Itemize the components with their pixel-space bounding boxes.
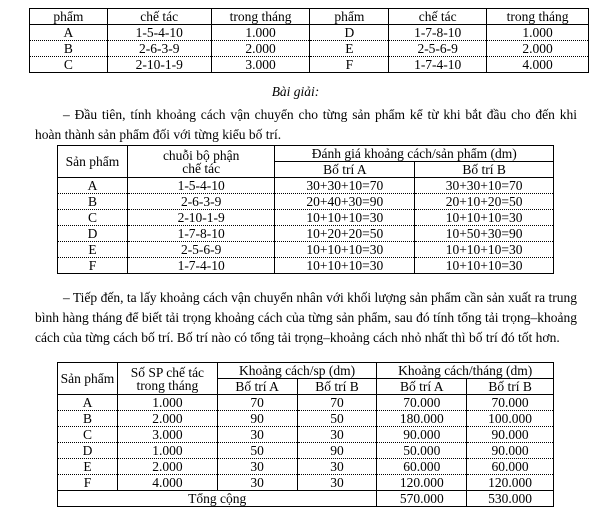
table-cell: 50: [297, 411, 377, 427]
table-cell: 10+10+10=30: [415, 242, 554, 258]
table-row: [58, 427, 554, 443]
table-cell: 30: [297, 427, 377, 443]
table-cell: 60.000: [377, 459, 467, 475]
table-cell: 10+10+10=30: [275, 210, 415, 226]
table-cell: 1.000: [487, 25, 589, 41]
header-cell: chế tác: [107, 9, 211, 25]
header-layout-a: Bố trí A: [275, 162, 415, 178]
header-cell: trong tháng: [487, 9, 589, 25]
header-chain-line2: chế tác: [182, 160, 221, 176]
table-row: [58, 194, 554, 210]
table-row: [58, 459, 554, 475]
table-header-row: [58, 146, 554, 162]
header-product: Sản phẩm: [58, 146, 128, 178]
table-row: [30, 57, 589, 73]
header-layout-b: Bố trí B: [415, 162, 554, 178]
table-cell: 2-10-1-9: [107, 57, 211, 73]
header-cell: phẩm: [310, 9, 389, 25]
table-cell: E: [58, 242, 128, 258]
paragraph-step-2: – Tiếp đến, ta lấy khoảng cách vận chuyển nhân với khối lượng sản phẩm cần sản xuất ra trung bình hàng tháng để biết tải trọng khoảng cách của từng sản phẩm, sau đó tính tổng tải trọng–khoảng cách của từng cách bố trí. Bố trí nào có tổng tải trọng–khoảng cách nhỏ nhất thì bố trí đó tốt hơn.: [35, 290, 577, 345]
header-cell: trong tháng: [211, 9, 310, 25]
table-cell: 1.000: [117, 443, 217, 459]
paragraph-step-1: – Đầu tiên, tính khoảng cách vận chuyển cho từng sản phẩm kể từ khi bắt đầu cho đến khi hoàn thành sản phẩm đối với từng kiểu bố trí.: [35, 107, 577, 142]
table-row: [58, 242, 554, 258]
header-chain-line1: chuỗi bộ phận: [162, 147, 240, 163]
table-cell: 2.000: [117, 411, 217, 427]
table-cell: 2.000: [117, 459, 217, 475]
table-row: [58, 411, 554, 427]
header-cell: phẩm: [30, 9, 108, 25]
table-cell: 2-6-3-9: [107, 41, 211, 57]
table-cell: 2-5-6-9: [127, 242, 275, 258]
table-cell: 4.000: [117, 475, 217, 491]
table-cell: 10+10+10=30: [415, 210, 554, 226]
table-cell: 90: [297, 443, 377, 459]
total-label: Tổng cộng: [58, 491, 377, 507]
table-cell: 20+10+20=50: [415, 194, 554, 210]
table-cell: C: [58, 427, 118, 443]
table-cell: 120.000: [377, 475, 467, 491]
table-cell: 90: [217, 411, 297, 427]
table-cell: E: [58, 459, 118, 475]
product-route-table: [29, 8, 589, 73]
table-cell: F: [58, 475, 118, 491]
table-cell: D: [58, 226, 128, 242]
table-cell: 1-7-8-10: [389, 25, 487, 41]
header-quantity: [117, 363, 217, 395]
table-cell: 4.000: [487, 57, 589, 73]
header-cell: chế tác: [389, 9, 487, 25]
solution-caption: Bài giải:: [271, 84, 320, 99]
table-row: [58, 226, 554, 242]
table-cell: 2-5-6-9: [389, 41, 487, 57]
table-cell: D: [58, 443, 118, 459]
table-cell: 2-10-1-9: [127, 210, 275, 226]
table-cell: 30+30+10=70: [415, 178, 554, 194]
table-cell: C: [30, 57, 108, 73]
table-cell: D: [310, 25, 389, 41]
table-row: [58, 395, 554, 411]
table-cell: 50: [217, 443, 297, 459]
table-cell: 30: [217, 475, 297, 491]
header-distance-per-month: Khoảng cách/tháng (dm): [377, 363, 554, 379]
table-cell: 1-7-4-10: [127, 258, 275, 274]
table-cell: B: [30, 41, 108, 57]
header-quantity-line2: trong tháng: [136, 377, 199, 393]
table-row: [30, 25, 589, 41]
header-layout-a: Bố trí A: [217, 379, 297, 395]
table-cell: 90.000: [467, 443, 554, 459]
table-cell: 30: [297, 475, 377, 491]
table-cell: 2.000: [487, 41, 589, 57]
table-cell: 50.000: [377, 443, 467, 459]
total-layout-b: 530.000: [467, 491, 554, 507]
table-cell: 90.000: [467, 427, 554, 443]
table-cell: 3.000: [211, 57, 310, 73]
table-cell: 90.000: [377, 427, 467, 443]
table-header-row: [30, 9, 589, 25]
table-header-row: [58, 363, 554, 379]
load-distance-table: [57, 362, 554, 507]
header-evaluation: Đánh giá khoảng cách/sản phẩm (dm): [275, 146, 554, 162]
table-cell: 3.000: [117, 427, 217, 443]
table-cell: 1.000: [211, 25, 310, 41]
header-layout-a: Bố trí A: [377, 379, 467, 395]
table-cell: 120.000: [467, 475, 554, 491]
table-cell: F: [58, 258, 128, 274]
table-cell: 20+40+30=90: [275, 194, 415, 210]
table-cell: 1.000: [117, 395, 217, 411]
table-cell: C: [58, 210, 128, 226]
table-row: [58, 475, 554, 491]
table-cell: 10+50+30=90: [415, 226, 554, 242]
header-quantity-line1: Số SP chế tác: [130, 364, 205, 380]
table-cell: 1-7-4-10: [389, 57, 487, 73]
table-cell: 180.000: [377, 411, 467, 427]
table-row: [58, 258, 554, 274]
table-cell: 70.000: [377, 395, 467, 411]
header-layout-b: Bố trí B: [467, 379, 554, 395]
table-cell: 1-5-4-10: [127, 178, 275, 194]
table-cell: B: [58, 411, 118, 427]
header-chain: [127, 146, 275, 178]
table-row: [58, 178, 554, 194]
table-cell: 10+10+10=30: [275, 258, 415, 274]
table-cell: 2-6-3-9: [127, 194, 275, 210]
header-product: Sản phẩm: [58, 363, 118, 395]
table-cell: 30+30+10=70: [275, 178, 415, 194]
table-cell: A: [30, 25, 108, 41]
table-cell: 30: [217, 459, 297, 475]
header-distance-per-product: Khoảng cách/sp (dm): [217, 363, 377, 379]
table-cell: E: [310, 41, 389, 57]
table-cell: 10+10+10=30: [415, 258, 554, 274]
table-cell: 70: [217, 395, 297, 411]
table-cell: 10+10+10=30: [275, 242, 415, 258]
total-row: [58, 491, 554, 507]
table-row: [58, 443, 554, 459]
table-cell: 30: [297, 459, 377, 475]
table-cell: 100.000: [467, 411, 554, 427]
table-cell: 60.000: [467, 459, 554, 475]
table-cell: 30: [217, 427, 297, 443]
table-cell: 10+20+20=50: [275, 226, 415, 242]
table-cell: F: [310, 57, 389, 73]
table-cell: 1-5-4-10: [107, 25, 211, 41]
total-layout-a: 570.000: [377, 491, 467, 507]
table-cell: A: [58, 395, 118, 411]
table-row: [58, 210, 554, 226]
table-cell: 2.000: [211, 41, 310, 57]
table-cell: 1-7-8-10: [127, 226, 275, 242]
header-layout-b: Bố trí B: [297, 379, 377, 395]
distance-evaluation-table: [57, 145, 554, 274]
table-cell: B: [58, 194, 128, 210]
table-cell: 70: [297, 395, 377, 411]
table-cell: 70.000: [467, 395, 554, 411]
table-cell: A: [58, 178, 128, 194]
table-row: [30, 41, 589, 57]
